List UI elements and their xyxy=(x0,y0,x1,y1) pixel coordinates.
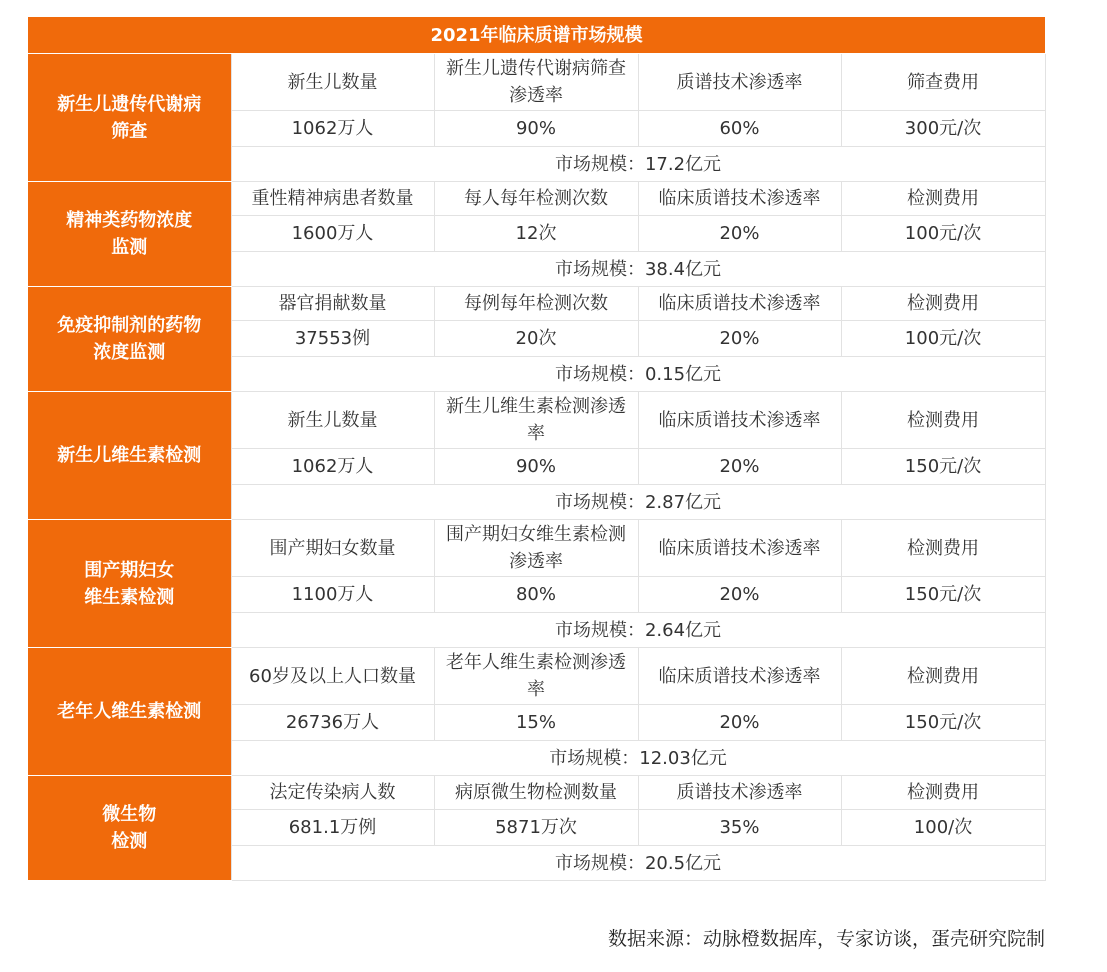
metric-value-cell: 1100万人 xyxy=(231,577,434,613)
metric-value-cell: 15% xyxy=(434,705,638,741)
category-cell xyxy=(28,182,231,287)
metric-header-cell: 检测费用 xyxy=(841,776,1045,810)
category-cell xyxy=(28,648,231,776)
metric-header-cell: 围产期妇女维生素检测渗透率 xyxy=(434,520,638,577)
metric-header-cell: 新生儿数量 xyxy=(231,392,434,449)
metric-value-cell: 1600万人 xyxy=(231,216,434,252)
category-label-line: 检测 xyxy=(111,831,148,852)
market-size-cell: 市场规模：20.5亿元 xyxy=(231,846,1045,881)
metric-value-cell: 300元/次 xyxy=(841,111,1045,147)
metric-header-cell: 筛查费用 xyxy=(841,54,1045,111)
section-header-row xyxy=(28,520,1045,577)
metric-value-cell: 150元/次 xyxy=(841,577,1045,613)
metric-header-cell: 每例每年检测次数 xyxy=(434,287,638,321)
metric-header-cell: 临床质谱技术渗透率 xyxy=(638,392,841,449)
category-cell xyxy=(28,287,231,392)
metric-header-cell: 新生儿维生素检测渗透率 xyxy=(434,392,638,449)
metric-value-cell: 20% xyxy=(638,216,841,252)
category-label-line: 筛查 xyxy=(111,120,148,142)
metric-value-cell: 20% xyxy=(638,705,841,741)
section-header-row xyxy=(28,776,1045,810)
metric-header-cell: 临床质谱技术渗透率 xyxy=(638,520,841,577)
metric-value-cell: 60% xyxy=(638,111,841,147)
market-size-cell: 市场规模：2.87亿元 xyxy=(231,485,1045,520)
metric-value-cell: 20% xyxy=(638,449,841,485)
category-label-line: 精神类药物浓度 xyxy=(66,210,193,231)
category-label-line: 新生儿遗传代谢病 xyxy=(57,93,202,115)
section-header-row xyxy=(28,182,1045,216)
metric-header-cell: 新生儿数量 xyxy=(231,54,434,111)
market-size-cell: 市场规模：2.64亿元 xyxy=(231,613,1045,648)
metric-value-cell: 20次 xyxy=(434,321,638,357)
metric-value-cell: 1062万人 xyxy=(231,111,434,147)
metric-value-cell: 80% xyxy=(434,577,638,613)
metric-value-cell: 20% xyxy=(638,577,841,613)
category-cell xyxy=(28,54,231,182)
metric-header-cell: 质谱技术渗透率 xyxy=(638,54,841,111)
category-cell xyxy=(28,520,231,648)
metric-value-cell: 150元/次 xyxy=(841,449,1045,485)
metric-header-cell: 临床质谱技术渗透率 xyxy=(638,182,841,216)
section-header-row xyxy=(28,287,1045,321)
table-title: 2021年临床质谱市场规模 xyxy=(28,17,1045,54)
category-label-line: 免疫抑制剂的药物 xyxy=(57,315,202,336)
section-header-row xyxy=(28,392,1045,449)
metric-value-cell: 20% xyxy=(638,321,841,357)
section-header-row xyxy=(28,54,1045,111)
metric-value-cell: 37553例 xyxy=(231,321,434,357)
metric-value-cell: 100元/次 xyxy=(841,321,1045,357)
metric-header-cell: 器官捐献数量 xyxy=(231,287,434,321)
metric-header-cell: 新生儿遗传代谢病筛查渗透率 xyxy=(434,54,638,111)
metric-header-cell: 临床质谱技术渗透率 xyxy=(638,648,841,705)
metric-header-cell: 重性精神病患者数量 xyxy=(231,182,434,216)
metric-value-cell: 26736万人 xyxy=(231,705,434,741)
category-label-line: 老年人维生素检测 xyxy=(57,701,202,722)
metric-header-cell: 每人每年检测次数 xyxy=(434,182,638,216)
metric-value-cell: 35% xyxy=(638,810,841,846)
metric-value-cell: 100元/次 xyxy=(841,216,1045,252)
section-header-row xyxy=(28,648,1045,705)
metric-header-cell: 60岁及以上人口数量 xyxy=(231,648,434,705)
category-label-line: 监测 xyxy=(111,237,148,258)
metric-value-cell: 1062万人 xyxy=(231,449,434,485)
metric-header-cell: 围产期妇女数量 xyxy=(231,520,434,577)
market-size-cell: 市场规模：0.15亿元 xyxy=(231,357,1045,392)
metric-header-cell: 检测费用 xyxy=(841,648,1045,705)
metric-header-cell: 法定传染病人数 xyxy=(231,776,434,810)
metric-header-cell: 检测费用 xyxy=(841,520,1045,577)
market-size-cell: 市场规模：38.4亿元 xyxy=(231,252,1045,287)
category-label-line: 浓度监测 xyxy=(93,342,166,363)
market-size-cell: 市场规模：17.2亿元 xyxy=(231,147,1045,182)
metric-header-cell: 质谱技术渗透率 xyxy=(638,776,841,810)
metric-value-cell: 12次 xyxy=(434,216,638,252)
metric-value-cell: 100/次 xyxy=(841,810,1045,846)
market-size-table-container xyxy=(28,17,1045,881)
metric-value-cell: 90% xyxy=(434,449,638,485)
metric-header-cell: 检测费用 xyxy=(841,392,1045,449)
category-label-line: 维生素检测 xyxy=(84,586,175,608)
metric-value-cell: 90% xyxy=(434,111,638,147)
category-cell xyxy=(28,392,231,520)
metric-value-cell: 150元/次 xyxy=(841,705,1045,741)
category-label-line: 新生儿维生素检测 xyxy=(57,445,202,466)
category-cell xyxy=(28,776,231,881)
metric-header-cell: 检测费用 xyxy=(841,182,1045,216)
category-label-line: 围产期妇女 xyxy=(84,559,175,581)
metric-value-cell: 5871万次 xyxy=(434,810,638,846)
metric-header-cell: 检测费用 xyxy=(841,287,1045,321)
category-label-line: 微生物 xyxy=(102,804,157,825)
market-size-table xyxy=(28,17,1046,881)
data-source-note: 数据来源：动脉橙数据库，专家访谈，蛋壳研究院制 xyxy=(607,928,1045,950)
metric-header-cell: 临床质谱技术渗透率 xyxy=(638,287,841,321)
metric-value-cell: 681.1万例 xyxy=(231,810,434,846)
metric-header-cell: 老年人维生素检测渗透率 xyxy=(434,648,638,705)
market-size-cell: 市场规模：12.03亿元 xyxy=(231,741,1045,776)
metric-header-cell: 病原微生物检测数量 xyxy=(434,776,638,810)
